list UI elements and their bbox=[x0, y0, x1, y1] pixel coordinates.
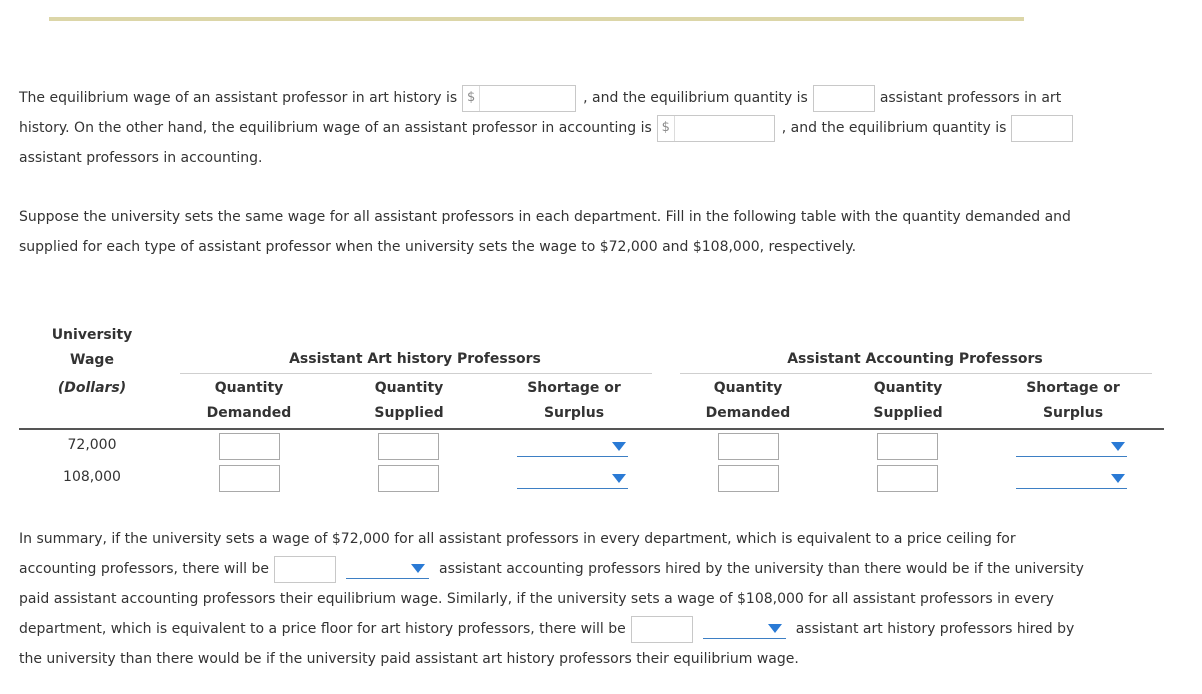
chevron-down-icon bbox=[411, 564, 425, 573]
art-qs-header-2: Supplied bbox=[374, 405, 444, 421]
art-ss-header-1: Shortage or bbox=[527, 380, 621, 396]
art-qs-header-1: Quantity bbox=[374, 380, 444, 396]
row-1-art-qs-input[interactable] bbox=[378, 433, 439, 460]
chevron-down-icon bbox=[1111, 442, 1125, 451]
q1-text-2a: history. On the other hand, the equilibrium wage of an assistant professor in accounting is bbox=[19, 120, 652, 136]
q1-text-1b: , and the equilibrium quantity is bbox=[583, 90, 808, 106]
acc-ss-header-1: Shortage or bbox=[1026, 380, 1120, 396]
q3-text-5: the university than there would be if the university paid assistant art history professors their equilibrium wage. bbox=[19, 651, 799, 667]
row-2-acc-qd-input[interactable] bbox=[718, 465, 779, 492]
q3-text-4b: assistant art history professors hired by bbox=[795, 621, 1075, 637]
art-group-header: Assistant Art history Professors bbox=[289, 351, 541, 367]
wage-header-3: (Dollars) bbox=[57, 380, 127, 396]
currency-symbol: $ bbox=[463, 86, 480, 111]
q3-text-2b: assistant accounting professors hired by the university than there would be if the university bbox=[438, 561, 1084, 577]
row-1-acc-qs-input[interactable] bbox=[877, 433, 938, 460]
acc-ss-header-2: Surplus bbox=[1042, 405, 1104, 421]
q3-text-3: paid assistant accounting professors their equilibrium wage. Similarly, if the university sets a wage of $108,000 for all assistant professors in every bbox=[19, 591, 1054, 607]
art-qd-header-2: Demanded bbox=[206, 405, 292, 421]
acc-qd-header-1: Quantity bbox=[713, 380, 783, 396]
chevron-down-icon bbox=[612, 474, 626, 483]
q1-text-1a: The equilibrium wage of an assistant professor in art history is bbox=[19, 90, 458, 106]
q1-text-2b: , and the equilibrium quantity is bbox=[781, 120, 1007, 136]
table-instructions bbox=[19, 202, 1169, 262]
q2-text-1: Suppose the university sets the same wage for all assistant professors in each department. Fill in the following table with the quantity demanded and bbox=[19, 209, 1071, 225]
art-quantity-input[interactable] bbox=[813, 85, 875, 112]
art-group-line bbox=[180, 373, 652, 374]
q1-text-1c: assistant professors in art bbox=[879, 90, 1062, 106]
accounting-wage-input[interactable] bbox=[657, 115, 775, 142]
art-surplus-amount-input[interactable] bbox=[631, 616, 693, 643]
top-divider bbox=[49, 17, 1024, 21]
accounting-more-fewer-dropdown[interactable] bbox=[346, 559, 429, 579]
acc-qs-header-1: Quantity bbox=[873, 380, 943, 396]
q3-text-4a: department, which is equivalent to a price floor for art history professors, there will be bbox=[19, 621, 626, 637]
currency-symbol: $ bbox=[658, 116, 675, 141]
chevron-down-icon bbox=[612, 442, 626, 451]
row-1-art-qd-input[interactable] bbox=[219, 433, 280, 460]
q3-text-1: In summary, if the university sets a wage of $72,000 for all assistant professors in every department, which is equivalent to a price ceiling for bbox=[19, 531, 1016, 547]
row-2-art-qd-input[interactable] bbox=[219, 465, 280, 492]
equilibrium-question bbox=[19, 83, 1169, 173]
art-ss-header-2: Surplus bbox=[543, 405, 605, 421]
summary-question bbox=[19, 524, 1169, 674]
accounting-group-header: Assistant Accounting Professors bbox=[787, 351, 1043, 367]
row-2-wage: 108,000 bbox=[63, 469, 121, 485]
acc-qs-header-2: Supplied bbox=[873, 405, 943, 421]
art-wage-input[interactable] bbox=[462, 85, 576, 112]
art-qd-header-1: Quantity bbox=[214, 380, 284, 396]
row-2-acc-ss-dropdown[interactable] bbox=[1016, 469, 1127, 489]
accounting-group-line bbox=[680, 373, 1152, 374]
art-more-fewer-dropdown[interactable] bbox=[703, 619, 786, 639]
wage-header-1: University bbox=[51, 327, 133, 343]
q1-text-3: assistant professors in accounting. bbox=[19, 150, 263, 166]
row-2-art-qs-input[interactable] bbox=[378, 465, 439, 492]
row-2-art-ss-dropdown[interactable] bbox=[517, 469, 628, 489]
row-2-acc-qs-input[interactable] bbox=[877, 465, 938, 492]
q2-text-2: supplied for each type of assistant professor when the university sets the wage to $72,000 and $108,000, respectively. bbox=[19, 239, 857, 255]
row-1-wage: 72,000 bbox=[67, 437, 117, 453]
row-1-acc-qd-input[interactable] bbox=[718, 433, 779, 460]
accounting-quantity-input[interactable] bbox=[1011, 115, 1073, 142]
chevron-down-icon bbox=[1111, 474, 1125, 483]
row-1-acc-ss-dropdown[interactable] bbox=[1016, 437, 1127, 457]
acc-qd-header-2: Demanded bbox=[705, 405, 791, 421]
chevron-down-icon bbox=[768, 624, 782, 633]
row-1-art-ss-dropdown[interactable] bbox=[517, 437, 628, 457]
table-header-rule bbox=[19, 428, 1164, 430]
wage-header-2: Wage bbox=[70, 352, 114, 368]
q3-text-2a: accounting professors, there will be bbox=[19, 561, 269, 577]
accounting-shortage-amount-input[interactable] bbox=[274, 556, 336, 583]
